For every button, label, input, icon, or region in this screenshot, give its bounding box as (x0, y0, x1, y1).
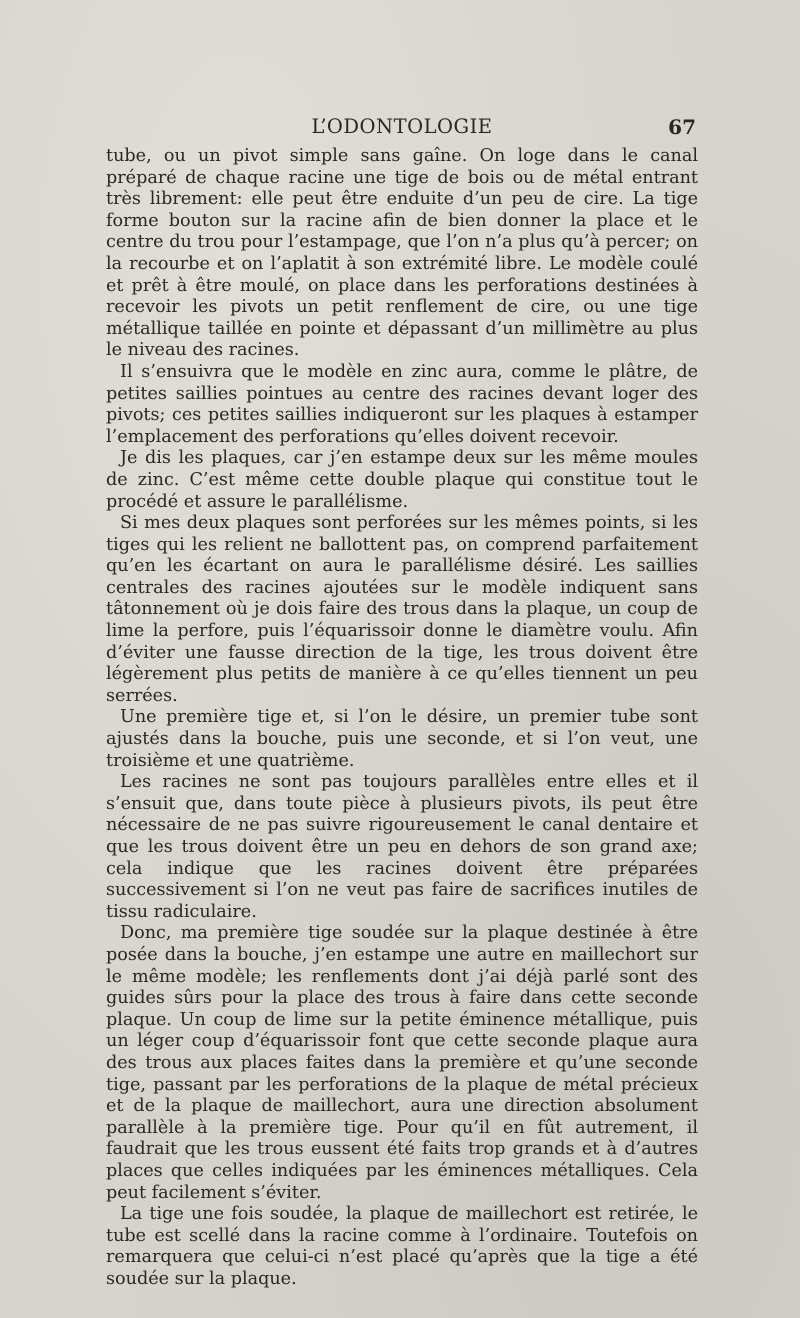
paragraph-1: tube, ou un pivot simple sans gaîne. On loge dans le canal préparé de chaque racine une tige de bois ou de métal entrant très librement: elle peut être enduite d’un peu de cire. La tige forme bouton sur la racine afin de bien donner la place et le centre du trou pour l’estampage, que l’on n’a plus qu’à percer; on la recourbe et on l’aplatit à son extrémité libre. Le modèle coulé et prêt à être moulé, on place dans les perforations destinées à recevoir les pivots un petit renflement de cire, ou une tige métallique taillée en pointe et dépassant d’un millimètre au plus le niveau des racines. (106, 146, 698, 361)
paragraph-6: Les racines ne sont pas toujours parallèles entre elles et il s’ensuit que, dans toute pièce à plusieurs pivots, ils peut être nécessaire de ne pas suivre rigoureusement le canal dentaire et que les trous doivent être un peu en dehors de son grand axe; cela indique que les racines doivent être préparées successivement si l’on ne veut pas faire de sacrifices inutiles de tissu radiculaire. (106, 772, 698, 922)
paragraph-8: La tige une fois soudée, la plaque de maillechort est retirée, le tube est scellé dans la racine comme à l’ordinaire. Toutefois on remarquera que celui-ci n’est placé qu’après que la tige a été soudée sur la plaque. (106, 1204, 698, 1289)
paragraph-2: Il s’ensuivra que le modèle en zinc aura, comme le plâtre, de petites saillies pointues au centre des racines devant loger des pivots; ces petites saillies indiqueront sur les plaques à estamper l’emplacement des perforations qu’elles doivent recevoir. (106, 361, 698, 447)
body-text (106, 146, 698, 1290)
paragraph-5: Une première tige et, si l’on le désire, un premier tube sont ajustés dans la bouche, puis une seconde, et si l’on veut, une troisième et une quatrième. (106, 707, 698, 771)
paragraph-3: Je dis les plaques, car j’en estampe deux sur les même moules de zinc. C’est même cette double plaque qui constitue tout le procédé et assure le parallélisme. (106, 448, 698, 512)
page-header (106, 112, 698, 142)
paragraph-4: Si mes deux plaques sont perforées sur les mêmes points, si les tiges qui les relient ne ballottent pas, on comprend parfaitement qu’en les écartant on aura le parallélisme désiré. Les saillies centrales des racines ajoutées sur le modèle indiquent sans tâtonnement où je dois faire des trous dans la plaque, un coup de lime la perfore, puis l’équarissoir donne le diamètre voulu. Afin d’éviter une fausse direction de la tige, les trous doivent être légèrement plus petits de manière à ce qu’elles tiennent un peu serrées. (106, 513, 698, 706)
page-number: 67 (668, 115, 696, 139)
running-title: L’ODONTOLOGIE (311, 115, 493, 138)
paragraph-7: Donc, ma première tige soudée sur la plaque destinée à être posée dans la bouche, j’en estampe une autre en maillechort sur le même modèle; les renflements dont j’ai déjà parlé sont des guides sûrs pour la place des trous à faire dans cette seconde plaque. Un coup de lime sur la petite éminence métallique, puis un léger coup d’équarissoir font que cette seconde plaque aura des trous aux places faites dans la première et qu’une seconde tige, passant par les perforations de la plaque de métal précieux et de la plaque de maillechort, aura une direction absolument parallèle à la première tige. Pour qu’il en fût autrement, il faudrait que les trous eussent été faits trop grands et à d’autres places que celles indiquées par les éminences métalliques. Cela peut facilement s’éviter. (106, 923, 698, 1203)
